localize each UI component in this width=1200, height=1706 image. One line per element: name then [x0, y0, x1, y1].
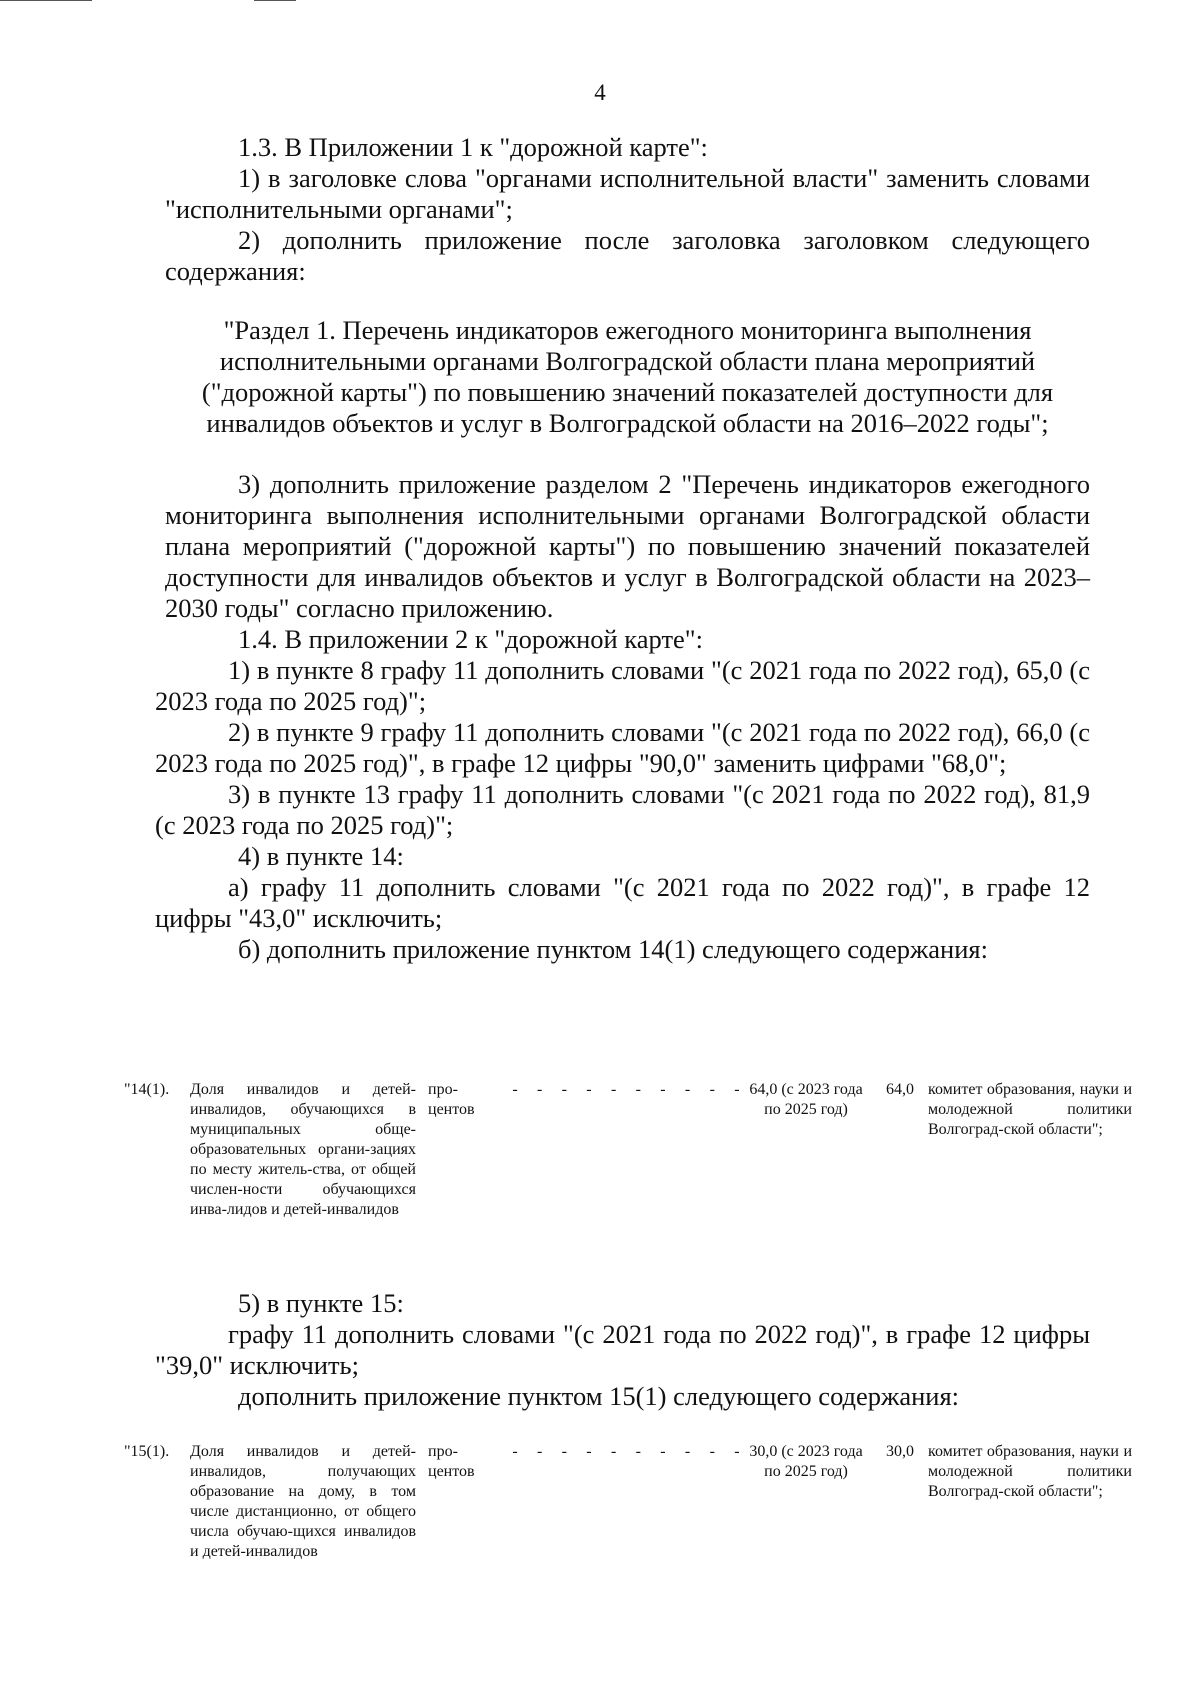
- dash: -: [586, 1081, 592, 1098]
- dash: -: [512, 1081, 518, 1098]
- dash: -: [610, 1081, 617, 1098]
- row-number: "14(1).: [124, 1081, 170, 1098]
- paragraph: 1) в пункте 8 графу 11 дополнить словами "(с 2021 года по 2022 год), 65,0 (с 2023 года по 2025 год)";: [155, 655, 1090, 716]
- paragraph: б) дополнить приложение пунктом 14(1) следующего содержания:: [238, 934, 988, 964]
- responsible-body: комитет образования, науки и молодежной политики Волгоград-ской области";: [928, 1081, 1132, 1138]
- value-2023-2025: 64,0 (с 2023 года по 2025 год): [749, 1081, 863, 1118]
- paragraph: 5) в пункте 15:: [238, 1288, 404, 1318]
- scan-edge-line: [0, 0, 92, 1]
- section-heading: "Раздел 1. Перечень индикаторов ежегодного мониторинга выполнения исполнительными органами Волгоградской области плана мероприятий ("дорожной карты") по повышению значений показателей доступности для инвалидов объектов и услуг в Волгоградской области на 2016–2022 годы";: [201, 315, 1054, 438]
- responsible-body: комитет образования, науки и молодежной политики Волгоград-ской области";: [928, 1443, 1132, 1500]
- table-row-14-1: [124, 1080, 1132, 1270]
- empty-columns: [508, 1080, 744, 1100]
- value-target: 64,0: [886, 1081, 914, 1098]
- dash: -: [610, 1443, 617, 1460]
- paragraph: 4) в пункте 14:: [238, 841, 404, 871]
- paragraph: 3) в пункте 13 графу 11 дополнить словами "(с 2021 года по 2022 год), 81,9 (с 2023 года по 2025 год)";: [155, 779, 1090, 840]
- dash: -: [536, 1081, 543, 1098]
- row-number: "15(1).: [124, 1443, 170, 1460]
- unit-of-measure: про-центов: [428, 1081, 475, 1118]
- dash: -: [684, 1443, 691, 1460]
- indicator-name: Доля инвалидов и детей-инвалидов, обучающихся в муниципальных обще-образовательных органи-зациях по месту житель-ства, от общей числен-ности обучающихся инва-лидов и детей-инвалидов: [190, 1081, 416, 1218]
- unit-of-measure: про-центов: [428, 1443, 475, 1480]
- dash: -: [512, 1443, 518, 1460]
- dash: -: [561, 1443, 567, 1460]
- value-2023-2025: 30,0 (с 2023 года по 2025 год): [749, 1443, 863, 1480]
- paragraph: а) графу 11 дополнить словами "(с 2021 года по 2022 год)", в графе 12 цифры "43,0" исключить;: [155, 872, 1090, 933]
- dash: -: [586, 1443, 592, 1460]
- empty-columns: [508, 1442, 744, 1462]
- dash: -: [734, 1443, 740, 1460]
- dash: -: [660, 1443, 666, 1460]
- document-body-continued: [155, 1288, 1090, 1412]
- dash: -: [561, 1081, 567, 1098]
- dash: -: [709, 1443, 715, 1460]
- paragraph: графу 11 дополнить словами "(с 2021 года по 2022 год)", в графе 12 цифры "39,0" исключить;: [155, 1319, 1090, 1380]
- dash: -: [635, 1081, 641, 1098]
- scan-edge-line: [254, 0, 296, 1]
- paragraph: 2) дополнить приложение после заголовка заголовком следующего содержания:: [165, 225, 1090, 286]
- dash: -: [734, 1081, 740, 1098]
- dash: -: [536, 1443, 543, 1460]
- table-row-15-1: [124, 1442, 1132, 1592]
- paragraph: 3) дополнить приложение разделом 2 "Перечень индикаторов ежегодного мониторинга выполнения исполнительными органами Волгоградской области плана мероприятий ("дорожной карты") по повышению значений показателей доступности для инвалидов объектов и услуг в Волгоградской области на 2023–2030 годы" согласно приложению.: [165, 469, 1090, 623]
- paragraph: 2) в пункте 9 графу 11 дополнить словами "(с 2021 года по 2022 год), 66,0 (с 2023 года по 2025 год)", в графе 12 цифры "90,0" заменить цифрами "68,0";: [155, 717, 1090, 778]
- paragraph: 1.3. В Приложении 1 к "дорожной карте":: [238, 132, 708, 162]
- value-target: 30,0: [886, 1443, 914, 1460]
- dash: -: [635, 1443, 641, 1460]
- document-body: [155, 132, 1090, 965]
- dash: -: [684, 1081, 691, 1098]
- dash: -: [660, 1081, 666, 1098]
- paragraph: дополнить приложение пунктом 15(1) следующего содержания:: [238, 1381, 960, 1411]
- paragraph: 1) в заголовке слова "органами исполнительной власти" заменить словами "исполнительными органами";: [165, 163, 1090, 224]
- paragraph: 1.4. В приложении 2 к "дорожной карте":: [238, 624, 703, 654]
- page-number: 4: [594, 80, 606, 105]
- indicator-name: Доля инвалидов и детей-инвалидов, получающих образование на дому, в том числе дистанционно, от общего числа обучаю-щихся инвалидов и детей-инвалидов: [190, 1443, 416, 1560]
- dash: -: [709, 1081, 715, 1098]
